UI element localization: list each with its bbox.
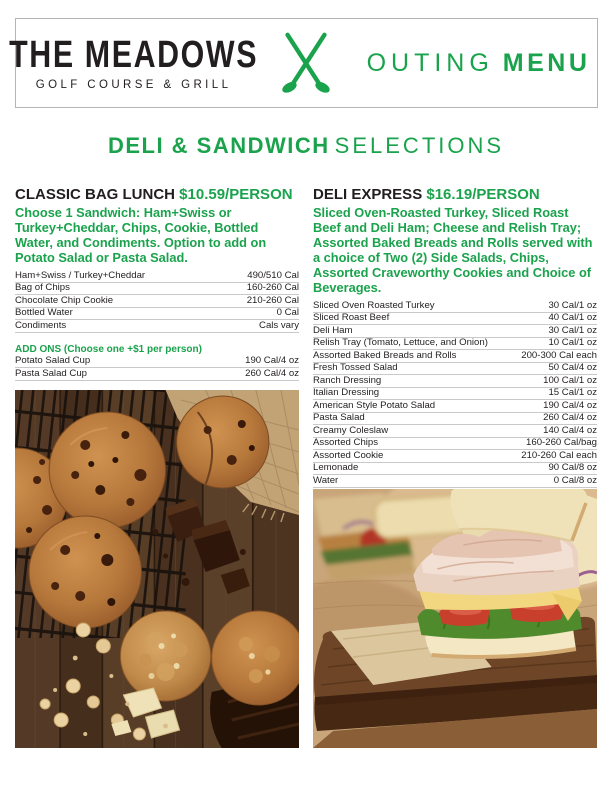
menu-item-row	[313, 450, 597, 463]
menu-item-row	[313, 338, 597, 351]
addons-title: ADD ONS (Choose one +$1 per person)	[15, 343, 202, 355]
menu-item-row	[313, 375, 597, 388]
item-name: Assorted Chips	[313, 437, 379, 448]
menu-item-row	[313, 313, 597, 326]
section-price: $10.59/PERSON	[179, 186, 293, 203]
addons-table	[15, 356, 299, 381]
menu-item-row	[313, 475, 597, 488]
item-calories: 15 Cal/1 oz	[548, 387, 597, 398]
menu-item-row	[313, 325, 597, 338]
menu-item-row	[313, 463, 597, 476]
brand-logo	[9, 33, 259, 91]
item-name: Fresh Tossed Salad	[313, 362, 398, 373]
section-price: $16.19/PERSON	[426, 186, 540, 203]
menu-item-row	[15, 308, 299, 321]
menu-item-row	[313, 350, 597, 363]
item-calories: 10 Cal/1 oz	[548, 337, 597, 348]
menu-item-row	[313, 400, 597, 413]
section-title	[313, 186, 597, 203]
item-name: Pasta Salad	[313, 412, 365, 423]
menu-item-row	[15, 356, 299, 369]
menu-item-row	[15, 320, 299, 333]
item-calories: Cals vary	[259, 319, 299, 331]
item-calories: 30 Cal/1 oz	[548, 324, 597, 336]
brand-subtitle: GOLF COURSE & GRILL	[35, 78, 232, 91]
item-name: Sliced Oven Roasted Turkey	[313, 299, 435, 311]
item-name: Relish Tray (Tomato, Lettuce, and Onion)	[313, 337, 488, 348]
item-calories: 260 Cal/4 oz	[245, 367, 299, 379]
crossed-golf-clubs-icon	[271, 28, 341, 98]
item-name: Ham+Swiss / Turkey+Cheddar	[15, 269, 146, 281]
item-name: Italian Dressing	[313, 387, 380, 398]
menu-item-row	[313, 363, 597, 376]
item-name: Deli Ham	[313, 324, 353, 336]
item-calories: 190 Cal/4 oz	[245, 355, 299, 366]
item-calories: 30 Cal/1 oz	[548, 299, 597, 311]
item-name: Assorted Baked Breads and Rolls	[313, 349, 457, 361]
menu-item-row	[15, 283, 299, 296]
menu-item-row	[313, 425, 597, 438]
page-title	[0, 133, 612, 159]
item-name: Ranch Dressing	[313, 374, 382, 386]
menu-item-row	[313, 300, 597, 313]
item-calories: 260 Cal/4 oz	[543, 412, 597, 423]
item-calories: 0 Cal/8 oz	[553, 474, 597, 486]
section-classic-bag-lunch	[15, 186, 299, 381]
item-name: Creamy Coleslaw	[313, 424, 389, 436]
items-table	[313, 300, 597, 488]
section-name: CLASSIC BAG LUNCH	[15, 186, 175, 203]
item-name: Water	[313, 474, 339, 486]
section-title	[15, 186, 299, 203]
menu-type-light: OUTING	[366, 48, 494, 77]
brand-name: THE MEADOWS	[9, 33, 259, 76]
item-name: Sliced Roast Beef	[313, 312, 390, 323]
item-name: Potato Salad Cup	[15, 355, 91, 366]
page-title-bold: DELI & SANDWICH	[107, 133, 330, 158]
item-calories: 90 Cal/8 oz	[548, 462, 597, 473]
item-calories: 200-300 Cal each	[521, 349, 597, 361]
section-name: DELI EXPRESS	[313, 186, 423, 203]
item-name: Bag of Chips	[15, 282, 70, 293]
section-deli-express	[313, 186, 597, 488]
menu-item-row	[313, 438, 597, 451]
item-name: Pasta Salad Cup	[15, 367, 87, 379]
section-description: Sliced Oven-Roasted Turkey, Sliced Roast Beef and Deli Ham; Cheese and Relish Tray; Assorted Baked Breads and Rolls served with a choice of Two (2) Side Salads, Chips, Assorted Craveworthy Cookies and Choice of Beverages.	[313, 205, 593, 295]
menu-item-row	[15, 368, 299, 381]
header	[9, 18, 598, 108]
cookies-photo	[15, 390, 299, 748]
item-calories: 210-260 Cal each	[521, 449, 597, 461]
item-name: American Style Potato Salad	[313, 399, 436, 411]
item-name: Chocolate Chip Cookie	[15, 294, 114, 306]
menu-item-row	[313, 413, 597, 426]
item-calories: 40 Cal/1 oz	[548, 312, 597, 323]
menu-item-row	[313, 388, 597, 401]
item-calories: 190 Cal/4 oz	[543, 399, 597, 411]
menu-type-bold: MENU	[502, 48, 591, 77]
item-calories: 0 Cal	[276, 307, 299, 318]
item-name: Assorted Cookie	[313, 449, 384, 461]
item-calories: 140 Cal/4 oz	[543, 424, 597, 436]
section-description: Choose 1 Sandwich: Ham+Swiss or Turkey+Cheddar, Chips, Cookie, Bottled Water, and Condiments. Option to add on Potato Salad or Pasta Salad.	[15, 205, 267, 265]
item-calories: 210-260 Cal	[246, 294, 299, 306]
item-calories: 100 Cal/1 oz	[543, 374, 597, 386]
page-title-light: SELECTIONS	[334, 133, 505, 158]
item-calories: 490/510 Cal	[247, 269, 299, 281]
sandwich-photo	[313, 489, 597, 748]
item-calories: 160-260 Cal	[246, 282, 299, 293]
item-calories: 160-260 Cal/bag	[526, 437, 597, 448]
item-name: Condiments	[15, 319, 67, 331]
item-name: Lemonade	[313, 462, 359, 473]
menu-item-row	[15, 270, 299, 283]
items-table	[15, 270, 299, 333]
item-name: Bottled Water	[15, 307, 73, 318]
menu-type-title	[367, 49, 591, 78]
item-calories: 50 Cal/4 oz	[548, 362, 597, 373]
menu-item-row	[15, 295, 299, 308]
